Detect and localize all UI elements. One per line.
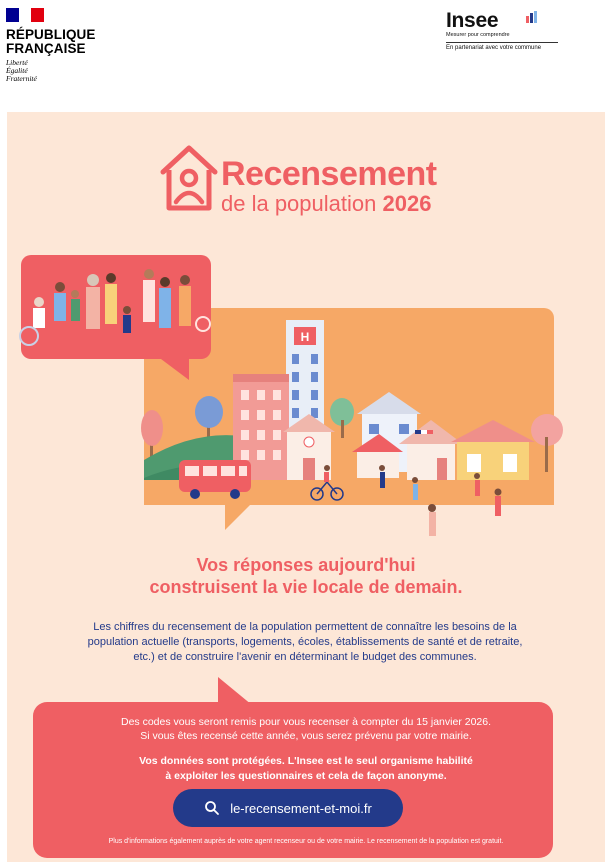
republique-title: RÉPUBLIQUE FRANÇAISE [6,27,96,56]
insee-tagline: Mesurer pour comprendre [446,32,510,38]
svg-text:H: H [300,330,310,344]
poster-title: Recensement [221,155,437,193]
republique-francaise-logo [6,8,116,83]
poster-headline: Vos réponses aujourd'hui construisent la vie locale de demain. [149,555,463,597]
poster-subtitle: de la population 2026 [221,191,432,216]
insee-logo [446,10,564,51]
poster-body: Les chiffres du recensement de la population permettent de connaître les besoins de la population actuelle (transports, logements, écoles, établissements de santé et de retraite, etc.) et de construire l'avenir en déterminant le budget des communes. [87,621,523,663]
footnote: Plus d'informations également auprès de votre agent recenseur ou de votre mairie. Le recensement de la population est gratuit. [108,838,504,845]
census-website-button[interactable] [173,789,403,827]
town-illustration [7,112,605,552]
data-protection-info: Vos données sont protégées. L'Insee est le seul organisme habilité à exploiter les questionnaires et cela de façon anonyme. [139,755,473,782]
insee-partner: En partenariat avec votre commune [446,42,558,51]
website-url: le-recensement-et-moi.fr [230,800,372,816]
census-poster [7,112,605,862]
insee-name: Insee [446,9,499,32]
search-icon [204,800,220,816]
codes-info: Des codes vous seront remis pour vous recenser à compter du 15 janvier 2026. Si vous êtes recensé cette année, vous serez prévenu par votre mairie. [120,716,492,742]
insee-bars-icon [526,11,540,23]
french-flag-icon [6,8,44,22]
poster-year: 2026 [382,191,432,216]
republique-motto: Liberté Égalité Fraternité [6,58,37,83]
